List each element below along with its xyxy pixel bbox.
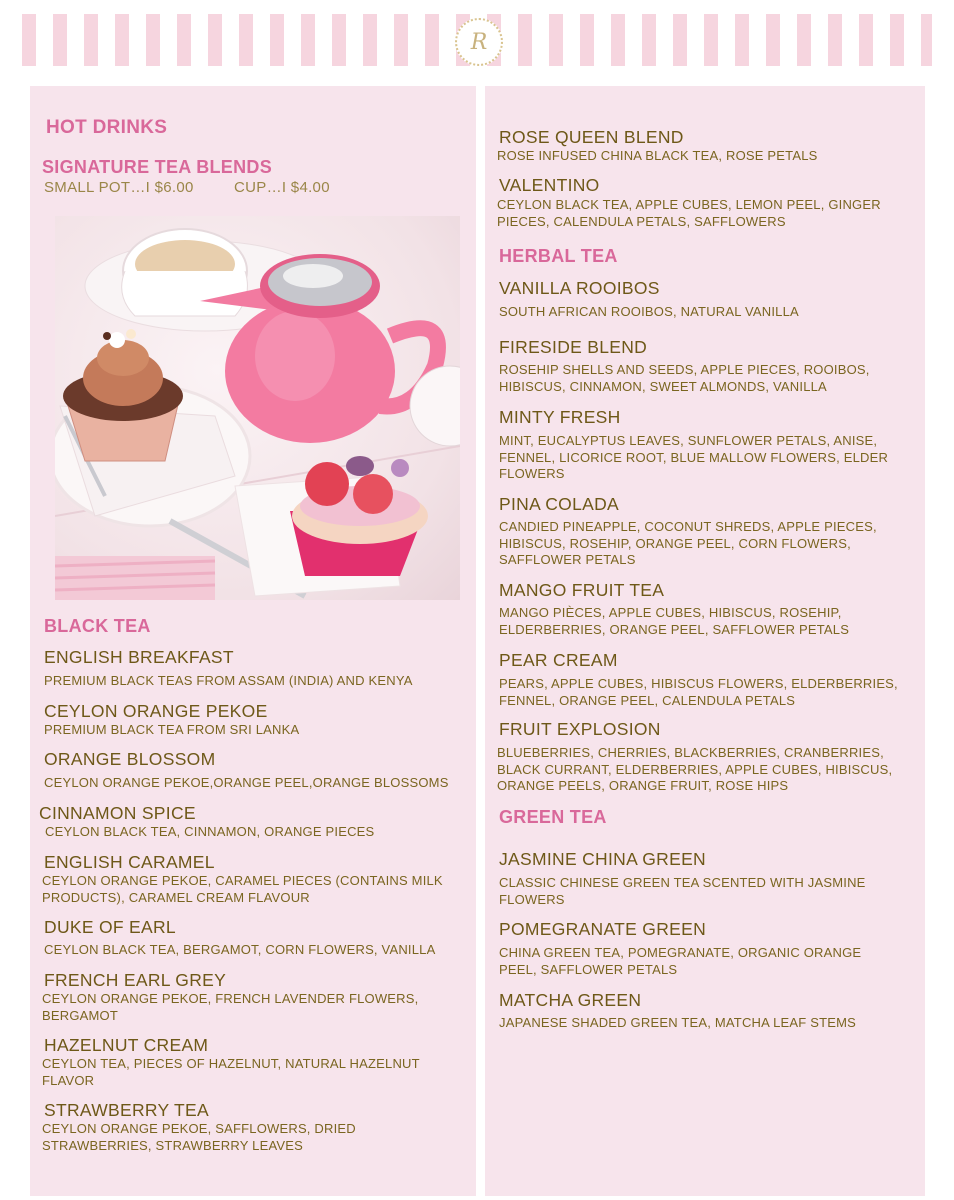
tea-description: ROSEHIP SHELLS AND SEEDS, APPLE PIECES, ROOIBOS, HIBISCUS, CINNAMON, SWEET ALMONDS, VANILLA [499,362,870,394]
tea-name: ORANGE BLOSSOM [44,749,216,769]
tea-description: CEYLON BLACK TEA, APPLE CUBES, LEMON PEEL, GINGER PIECES, CALENDULA PETALS, SAFFLOWERS [497,197,881,229]
price-cup: CUP…I $4.00 [234,179,330,196]
tea-description: JAPANESE SHADED GREEN TEA, MATCHA LEAF STEMS [499,1015,856,1030]
tea-description: CEYLON BLACK TEA, CINNAMON, ORANGE PIECES [45,824,375,839]
section-title-black-tea: BLACK TEA [44,616,151,636]
tea-description: CEYLON ORANGE PEKOE, CARAMEL PIECES (CONTAINS MILK PRODUCTS), CARAMEL CREAM FLAVOUR [42,873,443,905]
tea-name: ROSE QUEEN BLEND [499,127,684,147]
section-title-signature-tea-blends: SIGNATURE TEA BLENDS [42,157,273,177]
tea-name: ENGLISH CARAMEL [44,852,215,872]
tea-name: FIRESIDE BLEND [499,337,648,357]
tea-name: HAZELNUT CREAM [44,1035,209,1055]
tea-name: MINTY FRESH [499,407,621,427]
tea-description: PREMIUM BLACK TEA FROM SRI LANKA [44,722,300,737]
tea-description: SOUTH AFRICAN ROOIBOS, NATURAL VANILLA [499,304,799,319]
tea-description: CEYLON BLACK TEA, BERGAMOT, CORN FLOWERS, VANILLA [44,942,436,957]
tea-name: VALENTINO [499,175,600,195]
tea-description: CEYLON ORANGE PEKOE,ORANGE PEEL,ORANGE BLOSSOMS [44,775,449,790]
tea-description: CEYLON ORANGE PEKOE, SAFFLOWERS, DRIED STRAWBERRIES, STRAWBERRY LEAVES [42,1121,356,1153]
tea-name: PEAR CREAM [499,650,618,670]
tea-name: CINNAMON SPICE [39,803,196,823]
tea-description: CEYLON TEA, PIECES OF HAZELNUT, NATURAL HAZELNUT FLAVOR [42,1056,420,1088]
tea-description: CLASSIC CHINESE GREEN TEA SCENTED WITH JASMINE FLOWERS [499,875,866,907]
tea-description: CEYLON ORANGE PEKOE, FRENCH LAVENDER FLOWERS, BERGAMOT [42,991,419,1023]
logo-letter: R [470,29,488,55]
tea-name: FRENCH EARL GREY [44,970,227,990]
tea-description: MINT, EUCALYPTUS LEAVES, SUNFLOWER PETALS, ANISE, FENNEL, LICORICE ROOT, BLUE MALLOW FLOWERS, ELDER FLOWERS [499,433,889,481]
tea-name: MANGO FRUIT TEA [499,580,665,600]
section-title-hot-drinks: HOT DRINKS [46,117,168,138]
tea-name: ENGLISH BREAKFAST [44,647,234,667]
tea-and-cupcakes-photo [55,216,460,600]
section-title-green-tea: GREEN TEA [499,807,607,827]
tea-name: CEYLON ORANGE PEKOE [44,701,268,721]
tea-description: BLUEBERRIES, CHERRIES, BLACKBERRIES, CRANBERRIES, BLACK CURRANT, ELDERBERRIES, APPLE CUBES, HIBISCUS, ORANGE PEELS, ORANGE FRUIT, ROSE HIPS [497,745,893,793]
monogram-logo [455,18,503,66]
tea-description: PEARS, APPLE CUBES, HIBISCUS FLOWERS, ELDERBERRIES, FENNEL, ORANGE PEEL, CALENDULA PETALS [499,676,898,708]
tea-description: ROSE INFUSED CHINA BLACK TEA, ROSE PETALS [497,148,818,163]
tea-name: STRAWBERRY TEA [44,1100,209,1120]
tea-photo-illustration [55,216,460,600]
tea-name: JASMINE CHINA GREEN [499,849,706,869]
tea-description: CHINA GREEN TEA, POMEGRANATE, ORGANIC ORANGE PEEL, SAFFLOWER PETALS [499,945,862,977]
tea-name: DUKE OF EARL [44,917,176,937]
tea-description: PREMIUM BLACK TEAS FROM ASSAM (INDIA) AND KENYA [44,673,413,688]
tea-name: FRUIT EXPLOSION [499,719,661,739]
tea-name: POMEGRANATE GREEN [499,919,707,939]
price-small-pot: SMALL POT…I $6.00 [44,179,194,196]
tea-description: CANDIED PINEAPPLE, COCONUT SHREDS, APPLE PIECES, HIBISCUS, ROSEHIP, ORANGE PEEL, CORN FLOWERS, SAFFLOWER PETALS [499,519,877,567]
tea-name: VANILLA ROOIBOS [499,278,660,298]
tea-name: PINA COLADA [499,494,620,514]
tea-name: MATCHA GREEN [499,990,642,1010]
tea-description: MANGO PIÈCES, APPLE CUBES, HIBISCUS, ROSEHIP, ELDERBERRIES, ORANGE PEEL, SAFFLOWER PETALS [499,605,850,637]
section-title-herbal-tea: HERBAL TEA [499,246,618,266]
